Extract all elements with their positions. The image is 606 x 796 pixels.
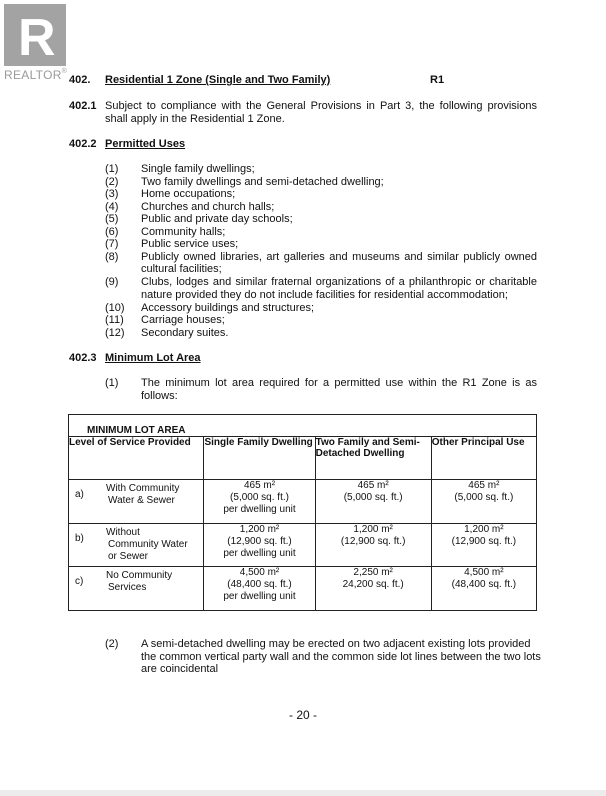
table-row [69, 524, 537, 567]
list-item-number: (7) [105, 238, 119, 250]
other-use-cell [431, 567, 536, 611]
page-bottom-edge [0, 790, 606, 796]
value-line: (5,000 sq. ft.) [230, 492, 289, 503]
value-line: per dwelling unit [223, 591, 296, 602]
table-row [69, 567, 537, 611]
value-line: 465 m² [357, 480, 389, 491]
service-line: or Sewer [108, 551, 149, 562]
service-line: Community Water [108, 539, 188, 550]
value-line: (12,900 sq. ft.) [451, 536, 517, 547]
other-use-cell [431, 480, 536, 524]
value-line: (5,000 sq. ft.) [343, 492, 403, 503]
other-use-cell [431, 524, 536, 567]
section-title: Residential 1 Zone (Single and Two Family) [105, 74, 331, 86]
logo-letter: R [18, 9, 56, 67]
value-line: (12,900 sq. ft.) [340, 536, 406, 547]
subsection-number-4023: 402.3 [69, 352, 97, 364]
two-family-cell [315, 524, 431, 567]
single-family-cell [204, 524, 315, 567]
list-item: Accessory buildings and structures; [141, 301, 315, 314]
two-family-cell [315, 480, 431, 524]
row-letter: a) [75, 489, 84, 500]
value-line: per dwelling unit [223, 548, 296, 559]
registered-mark: ® [61, 68, 68, 75]
list-item-number: (8) [105, 250, 119, 263]
list-item-number: (12) [105, 326, 125, 339]
value-line: (12,900 sq. ft.) [227, 536, 292, 547]
value-line: 465 m² [468, 480, 500, 491]
single-family-cell [204, 567, 315, 611]
single-family-cell [204, 480, 315, 524]
service-cell [69, 567, 204, 611]
list-item: Community halls; [141, 225, 226, 238]
list-item: Single family dwellings; [141, 163, 255, 175]
table-header-cell: Two Family and Semi-Detached Dwelling [315, 437, 431, 480]
list-item-number: (2) [105, 638, 119, 650]
realtor-logo [4, 4, 66, 66]
subsection-text-4021: Subject to compliance with the General Provisions in Part 3, the following provisions shall apply in the Residential 1 Zone. [105, 100, 537, 125]
section-number: 402. [69, 74, 91, 86]
value-line: 24,200 sq. ft.) [342, 579, 404, 590]
service-cell [69, 480, 204, 524]
table-caption-text: MINIMUM LOT AREA [87, 425, 186, 436]
list-item-number: (9) [105, 276, 119, 288]
table-header-cell: Single Family Dwelling [204, 437, 315, 480]
value-line: (48,400 sq. ft.) [227, 579, 292, 590]
list-item: Public service uses; [141, 238, 239, 250]
lot-area-intro: The minimum lot area required for a permitted use within the R1 Zone is as follows: [141, 377, 537, 402]
minimum-lot-area-heading: Minimum Lot Area [105, 352, 201, 364]
value-line: 2,250 m² [353, 567, 393, 578]
service-line: Water & Sewer [108, 495, 175, 506]
zone-code: R1 [430, 74, 445, 86]
list-item-number: (3) [105, 188, 119, 200]
list-item-number: (10) [105, 301, 125, 314]
semi-detached-note: A semi-detached dwelling may be erected on two adjacent existing lots provided the common vertical party wall and the common side lot lines between the two lots are coincidental [141, 638, 541, 675]
row-letter: b) [75, 533, 84, 544]
list-item: Secondary suites. [141, 326, 229, 339]
service-cell [69, 524, 204, 567]
value-line: 4,500 m² [464, 567, 504, 578]
realtor-wordmark [4, 68, 67, 82]
two-family-cell [315, 567, 431, 611]
table-caption [69, 415, 537, 437]
table-header-cell: Other Principal Use [431, 437, 536, 480]
list-item: Public and private day schools; [141, 213, 293, 225]
value-line: per dwelling unit [223, 504, 296, 515]
value-line: 1,200 m² [353, 524, 393, 535]
value-line: (5,000 sq. ft.) [454, 492, 514, 503]
list-item-number: (1) [105, 377, 119, 389]
service-line: Without [106, 527, 140, 538]
value-line: 1,200 m² [239, 524, 280, 535]
value-line: 4,500 m² [239, 567, 280, 578]
row-letter: c) [75, 576, 84, 587]
table-header-cell: Level of Service Provided [69, 437, 204, 480]
list-item-number: (2) [105, 175, 119, 188]
value-line: (48,400 sq. ft.) [451, 579, 517, 590]
list-item-number: (4) [105, 200, 119, 213]
page-number: - 20 - [288, 708, 317, 722]
list-item-number: (5) [105, 213, 119, 225]
value-line: 465 m² [243, 480, 276, 491]
subsection-number-4022: 402.2 [69, 138, 97, 150]
list-item: Clubs, lodges and similar fraternal organizations of a philanthropic or charitable nature provided they do not include facilities for residential accommodation; [141, 276, 537, 301]
list-item: Carriage houses; [141, 314, 225, 326]
service-line: Services [108, 582, 147, 593]
table-row [69, 480, 537, 524]
list-item: Home occupations; [141, 188, 236, 200]
subsection-number-4021: 402.1 [69, 100, 97, 112]
list-item: Two family dwellings and semi-detached dwelling; [141, 175, 384, 188]
service-line: With Community [106, 483, 180, 494]
value-line: 1,200 m² [464, 524, 504, 535]
permitted-uses-heading: Permitted Uses [105, 138, 186, 150]
minimum-lot-area-table [68, 414, 537, 611]
brand-text: REALTOR [4, 68, 62, 82]
list-item: Churches and church halls; [141, 200, 275, 213]
list-item: Publicly owned libraries, art galleries and museums and similar publicly owned cultural facilities; [141, 250, 537, 275]
list-item-number: (1) [105, 163, 119, 175]
list-item-number: (6) [105, 225, 119, 238]
list-item-number: (11) [105, 314, 124, 326]
service-line: No Community [106, 570, 173, 581]
